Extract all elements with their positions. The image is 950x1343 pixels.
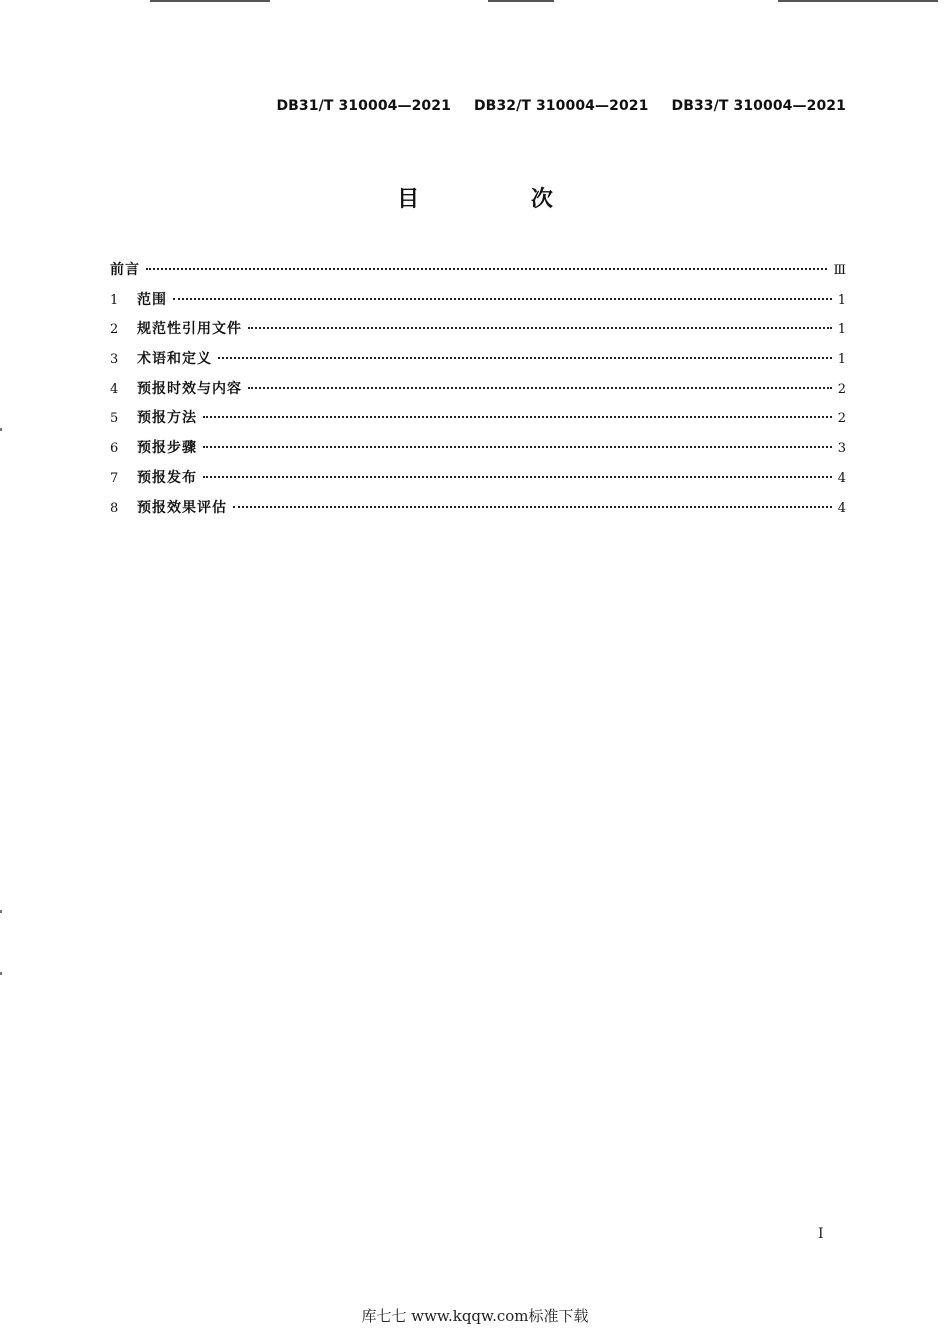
toc-entry-label: 前言 [110,262,140,278]
toc-entry-number: 1 [110,292,119,308]
standard-code: DB33/T 310004—2021 [671,98,846,114]
toc-leader-dots [146,268,827,270]
toc-entry-page: 2 [837,411,846,427]
toc-entry-page: 3 [837,441,846,457]
toc-entry-number: 5 [110,411,119,427]
toc-entry-number: 7 [110,470,119,486]
toc-entry[interactable] [110,497,846,527]
toc-entry-label: 预报步骤 [137,440,197,457]
toc-entry-page: 1 [837,292,846,308]
toc-entry-page: 4 [837,500,846,516]
toc-entry-label: 范围 [137,291,167,308]
toc-leader-dots [203,476,832,478]
toc-title: 目 次 [397,187,605,212]
toc-entry[interactable] [110,259,846,289]
scan-top-rule [150,0,270,2]
toc-entry-page: 4 [837,470,846,486]
toc-leader-dots [203,446,832,448]
scan-edge-mark [0,910,2,913]
toc-entry-number: 8 [110,500,119,516]
toc-entry-label: 预报发布 [137,469,197,486]
standard-code: DB32/T 310004—2021 [473,98,649,114]
toc-entry[interactable] [110,348,846,378]
toc-entry-label: 预报时效与内容 [137,380,242,397]
toc-entry[interactable] [110,378,846,408]
toc-leader-dots [203,416,832,418]
scan-top-rule [488,0,554,2]
toc-leader-dots [248,327,832,329]
toc-entry-page: 1 [837,352,846,368]
scan-top-rule [778,0,938,2]
toc-entry-label: 规范性引用文件 [137,321,242,338]
page-number: I [818,1226,824,1242]
toc-entry[interactable] [110,289,846,319]
table-of-contents [110,259,846,526]
toc-entry-page: Ⅲ [833,263,846,278]
toc-entry[interactable] [110,318,846,348]
scan-edge-mark [0,428,2,431]
toc-entry-page: 2 [837,381,846,397]
standard-code-header [276,98,846,114]
toc-leader-dots [248,387,832,389]
toc-entry[interactable] [110,437,846,467]
toc-leader-dots [233,506,832,508]
standard-code: DB31/T 310004—2021 [276,98,451,114]
toc-entry-page: 1 [837,322,846,338]
toc-entry-label: 预报效果评估 [137,499,227,516]
toc-entry[interactable] [110,467,846,497]
toc-leader-dots [173,298,832,300]
toc-entry[interactable] [110,407,846,437]
scan-edge-mark [0,972,2,975]
toc-entry-label: 术语和定义 [137,351,212,368]
toc-leader-dots [218,357,832,359]
toc-entry-number: 4 [110,381,119,397]
toc-entry-label: 预报方法 [137,410,197,427]
toc-entry-number: 2 [110,322,119,338]
footer-watermark-text: 库七七 www.kqqw.com标准下载 [361,1307,589,1325]
toc-entry-number: 3 [110,352,119,368]
toc-entry-number: 6 [110,441,119,457]
